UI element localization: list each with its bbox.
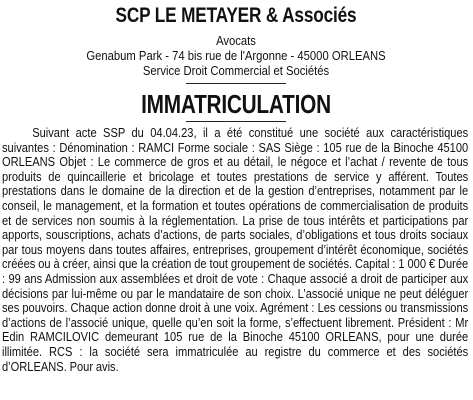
firm-profession: Avocats [216, 34, 256, 48]
notice-heading: IMMATRICULATION [141, 89, 331, 119]
firm-service: Service Droit Commercial et Sociétés [142, 64, 330, 78]
firm-name: SCP LE METAYER & Associés [115, 4, 357, 27]
divider-top [186, 83, 286, 84]
divider-bottom [186, 121, 286, 122]
firm-address: Genabum Park - 74 bis rue de l'Argonne - 45000 ORLEANS [86, 49, 386, 63]
notice-body: Suivant acte SSP du 04.04.23, il a été constitué une société aux caractéristiques suivantes : Dénomination : RAMCI Forme sociale : SAS Siège : 105 rue de la Binoche 45100 ORLEANS Objet : Le commerce de gros et au détail, le négoce et l’achat / revente de tous produits de quincaillerie et bricolage et toutes prestations de service y afférent. Toutes prestations dans le domaine de la direction et de la gestion d’entreprises, notamment par le conseil, le management, et la formation et toutes opérations de commercialisation de produits et de services non soumis à la réglementation. La prise de tous intérêts et participations par apports, souscriptions, achats d’actions, de parts sociales, d’obligations et tous droits sociaux par tous moyens dans toutes affaires, entreprises, groupement d’intérêt économique, sociétés créées ou à créer, ainsi que la création de tout groupement de sociétés. Capital : 1 000 € Durée : 99 ans Admission aux assemblées et droit de vote : Chaque associé a droit de participer aux décisions par lui-même ou par le mandataire de son choix. L’associé unique ne peut déléguer ses pouvoirs. Chaque action donne droit à une voix. Agrément : Les cessions ou transmissions d’actions de l’associé unique, quelle qu’en soit la forme, s’effectuent librement. Président : Mr Edin RAMCILOVIC demeurant 105 rue de la Binoche 45100 ORLEANS, pour une durée illimitée. RCS : la société sera immatriculée au registre du commerce et des sociétés d’ORLEANS. Pour avis. [2, 126, 469, 374]
